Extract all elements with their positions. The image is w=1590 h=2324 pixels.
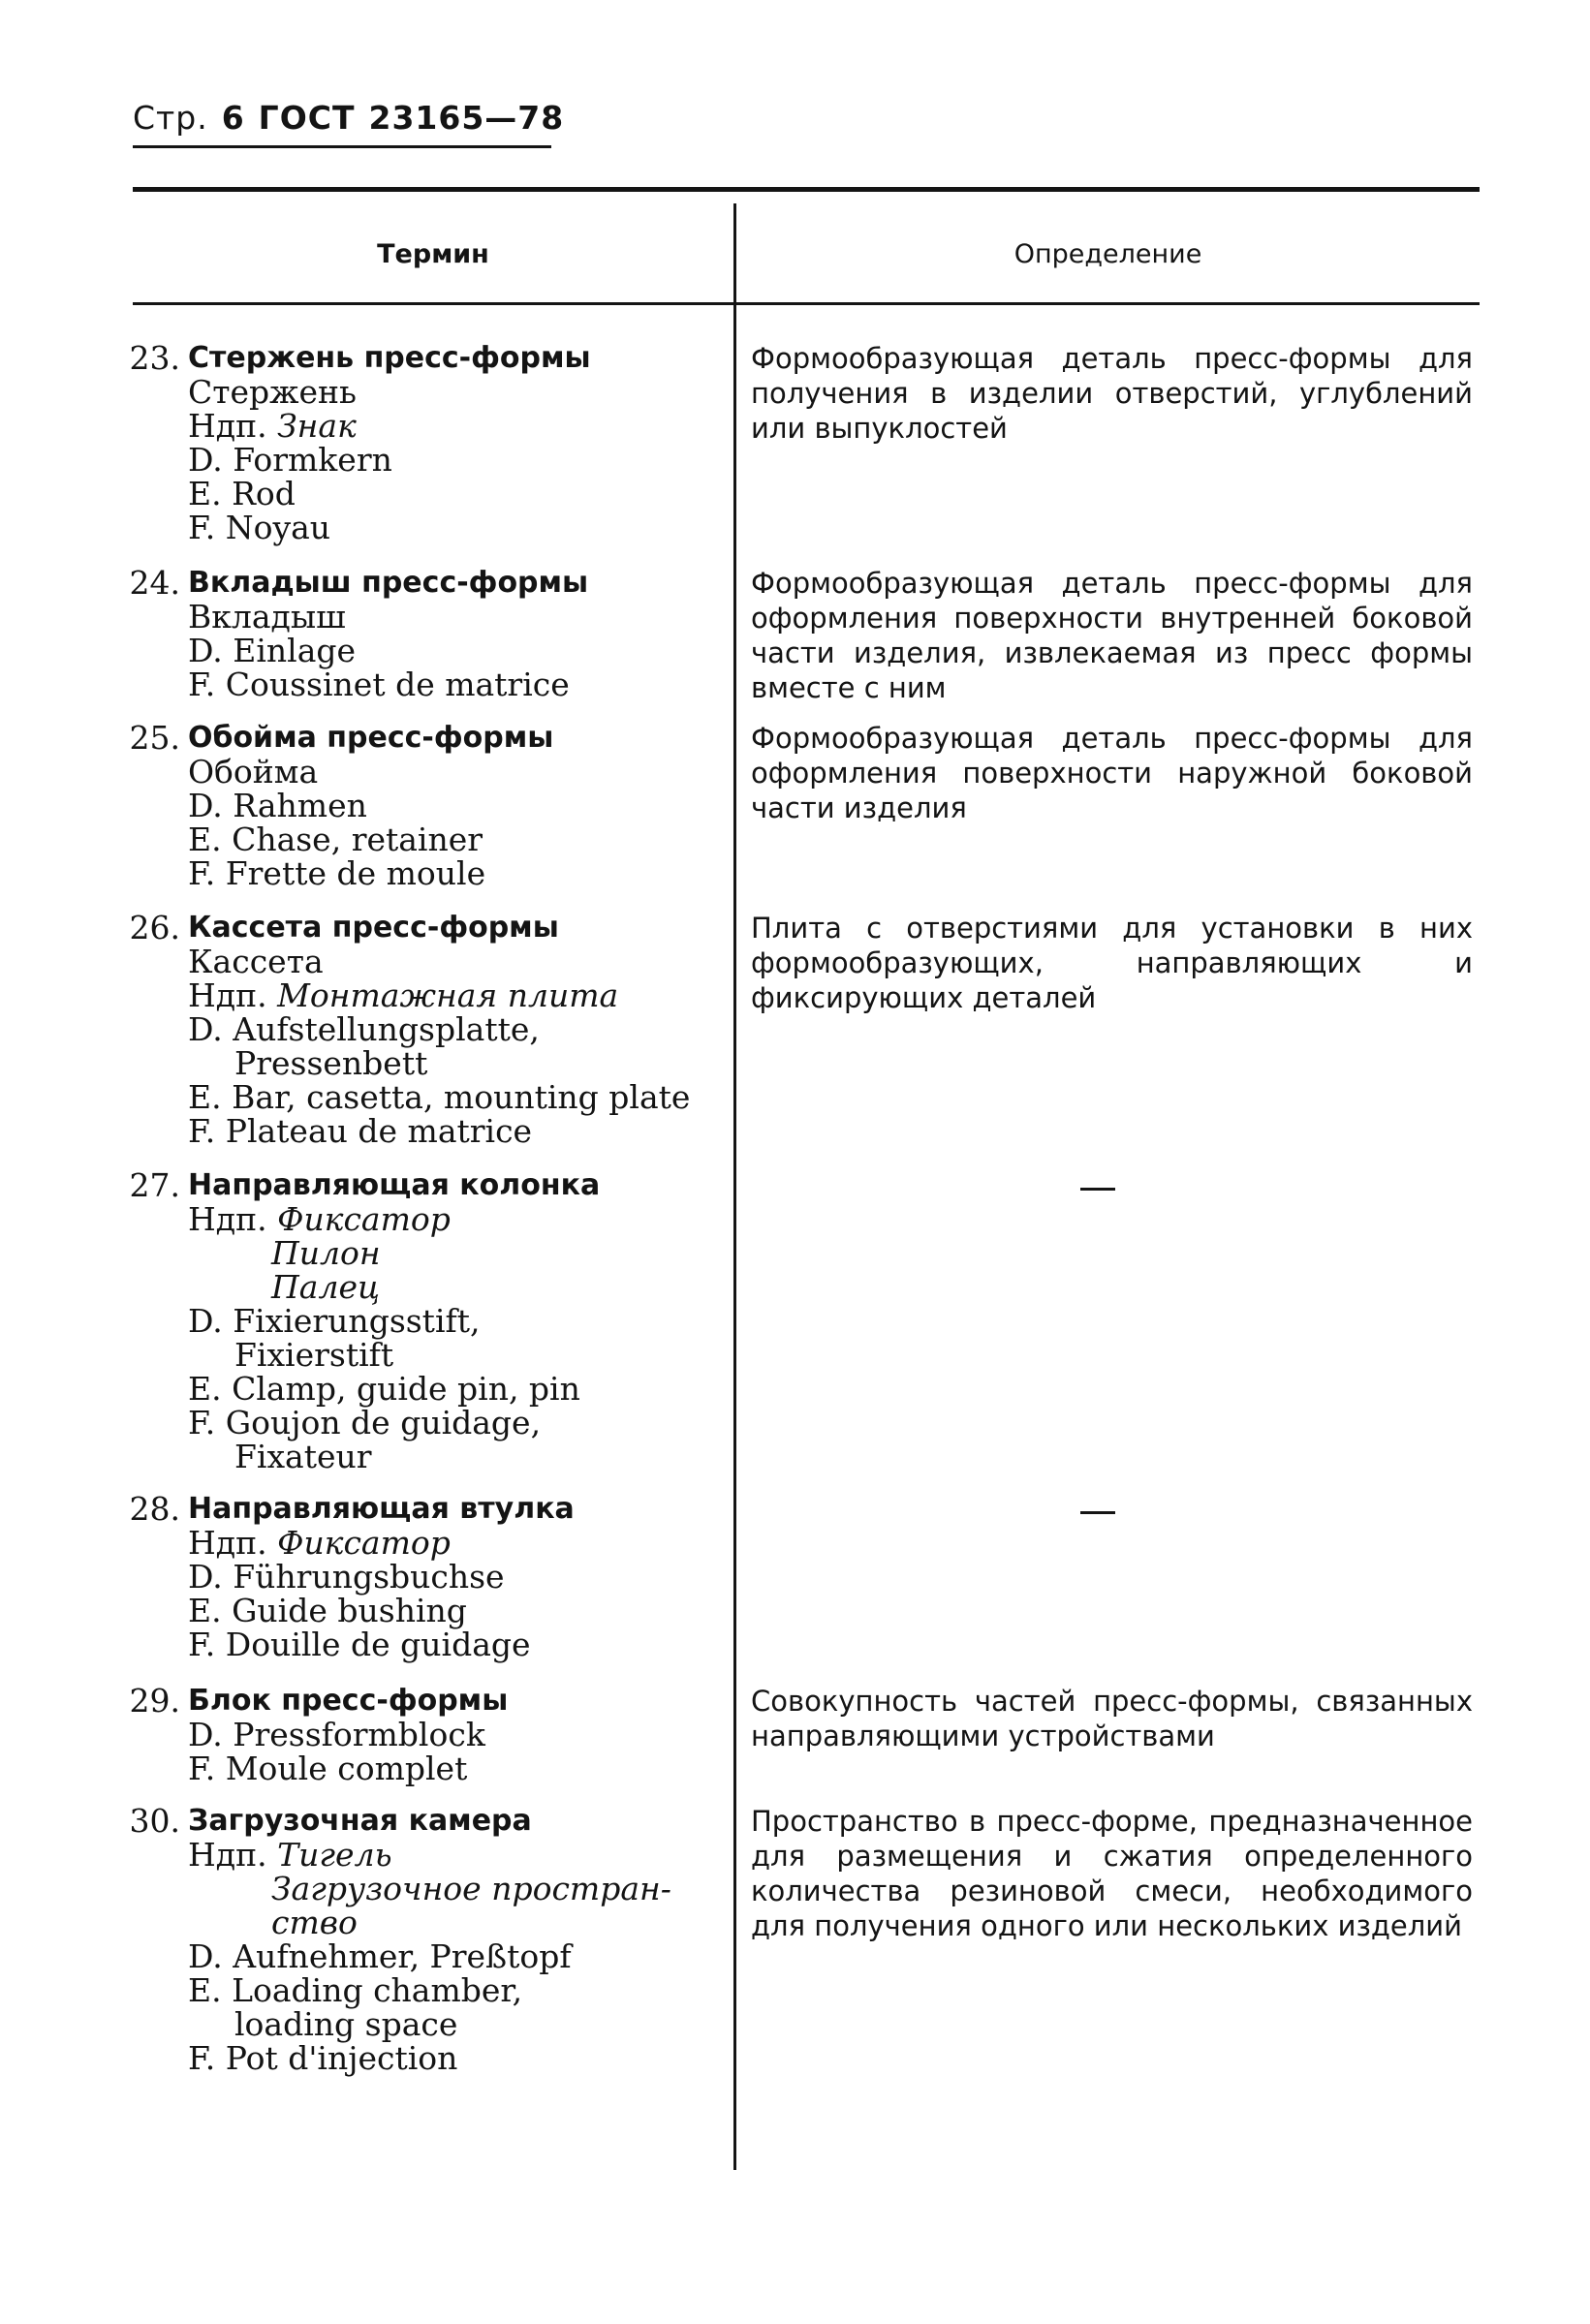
term-german: D. Führungsbuchse	[188, 1558, 505, 1596]
header-underline	[133, 145, 551, 148]
term-german: D. Rahmen	[188, 787, 367, 824]
term-cell	[107, 341, 727, 544]
table-header-rule	[133, 302, 1480, 305]
term-synonym: Обойма	[188, 753, 319, 790]
term-synonym: Кассета	[188, 943, 324, 980]
term-title: Обойма пресс-формы	[188, 721, 554, 755]
term-english-continued: loading space	[234, 2005, 458, 2043]
term-deprecated: Ндп. Знак	[188, 407, 357, 445]
term-title: Загрузочная камера	[188, 1804, 532, 1838]
term-french-continued: Fixateur	[234, 1438, 372, 1475]
term-french: F. Moule complet	[188, 1750, 468, 1787]
term-french: F. Frette de moule	[188, 854, 486, 892]
term-definition: Формообразующая деталь пресс-формы для оформления поверхности наружной боковой части изделия	[751, 722, 1473, 824]
term-german-continued: Pressenbett	[234, 1044, 428, 1082]
term-number: 28.	[129, 1490, 180, 1528]
standard-code: 23165—78	[368, 99, 565, 137]
term-deprecated: Ндп. Фиксатор	[188, 1200, 451, 1238]
term-german: D. Einlage	[188, 632, 357, 669]
term-french: F. Plateau de matrice	[188, 1112, 533, 1150]
column-header-term: Термин	[377, 238, 489, 269]
term-title: Стержень пресс-формы	[188, 341, 591, 375]
term-definition: Пространство в пресс-форме, предназначенное для размещения и сжатия определенного количества резиновой смеси, необходимого для получения одного или нескольких изделий	[751, 1805, 1473, 1942]
term-cell	[107, 1492, 727, 1661]
term-title: Вкладыш пресс-формы	[188, 566, 589, 600]
term-french: F. Noyau	[188, 509, 331, 546]
term-cell	[107, 566, 727, 701]
term-deprecated: Ндп. Монтажная плита	[188, 976, 619, 1014]
term-deprecated: Ндп. Фиксатор	[188, 1524, 451, 1562]
page-number: 6	[221, 99, 245, 137]
term-synonym: Вкладыш	[188, 598, 346, 635]
term-definition: Плита с отверстиями для установки в них формообразующих, направляющих и фиксирующих деталей	[751, 912, 1473, 1014]
table-top-rule	[133, 187, 1480, 192]
column-header-definition: Определение	[1013, 238, 1202, 269]
term-cell	[107, 721, 727, 890]
term-definition: Формообразующая деталь пресс-формы для получения в изделии отверстий, углублений или выпуклостей	[751, 342, 1473, 445]
term-french: F. Goujon de guidage,	[188, 1404, 542, 1441]
no-definition-dash	[1080, 1188, 1115, 1191]
column-divider	[733, 203, 736, 2170]
term-number: 30.	[129, 1802, 180, 1840]
term-number: 24.	[129, 564, 180, 602]
no-definition-dash	[1080, 1511, 1115, 1514]
term-french: F. Pot d'injection	[188, 2039, 458, 2077]
standard-label: ГОСТ	[258, 99, 356, 137]
term-english: E. Loading chamber,	[188, 1971, 523, 2009]
term-deprecated: Палец	[271, 1268, 381, 1306]
term-number: 23.	[129, 339, 180, 377]
term-deprecated: ство	[271, 1904, 358, 1941]
term-deprecated: Ндп. Тигель	[188, 1836, 392, 1874]
term-english: E. Rod	[188, 475, 296, 512]
page-header	[133, 99, 577, 137]
term-number: 25.	[129, 719, 180, 757]
term-french: F. Douille de guidage	[188, 1626, 531, 1663]
term-cell	[107, 1168, 727, 1473]
term-german: D. Pressformblock	[188, 1716, 485, 1753]
term-english: E. Clamp, guide pin, pin	[188, 1370, 580, 1408]
term-german: D. Aufnehmer, Preßtopf	[188, 1937, 572, 1975]
term-title: Направляющая втулка	[188, 1492, 575, 1526]
term-german: D. Aufstellungsplatte,	[188, 1010, 540, 1048]
term-english: E. Chase, retainer	[188, 821, 483, 858]
term-german-continued: Fixierstift	[234, 1336, 394, 1374]
term-french: F. Coussinet de matrice	[188, 666, 570, 703]
term-title: Блок пресс-формы	[188, 1684, 509, 1718]
term-deprecated: Пилон	[271, 1234, 381, 1272]
page-prefix: Стр.	[133, 99, 208, 137]
term-definition: Формообразующая деталь пресс-формы для оформления поверхности внутренней боковой части изделия, извлекаемая из пресс формы вместе с ним	[751, 567, 1473, 704]
term-deprecated: Загрузочное простран-	[271, 1870, 671, 1907]
term-number: 27.	[129, 1166, 180, 1204]
term-synonym: Стержень	[188, 373, 358, 411]
term-english: E. Bar, casetta, mounting plate	[188, 1078, 691, 1116]
term-number: 26.	[129, 909, 180, 946]
term-german: D. Fixierungsstift,	[188, 1302, 481, 1340]
term-cell	[107, 911, 727, 1148]
term-cell	[107, 1684, 727, 1785]
term-german: D. Formkern	[188, 441, 392, 479]
term-cell	[107, 1804, 727, 2075]
term-title: Направляющая колонка	[188, 1168, 601, 1202]
term-definition: Совокупность частей пресс-формы, связанных направляющими устройствами	[751, 1685, 1473, 1752]
term-title: Кассета пресс-формы	[188, 911, 559, 945]
term-english: E. Guide bushing	[188, 1592, 467, 1629]
term-number: 29.	[129, 1682, 180, 1720]
